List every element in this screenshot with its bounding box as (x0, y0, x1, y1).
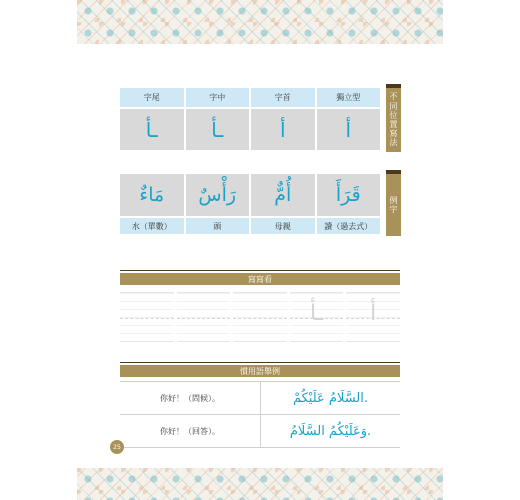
practice-cell (290, 292, 344, 342)
header-initial: 字首 (251, 88, 317, 107)
practice-cell (177, 292, 231, 342)
side-label-char: 例 (389, 195, 398, 205)
side-label-char: 置 (389, 120, 398, 129)
phrase-arabic: وَعَلَيْكُمُ السَّلَامُ. (289, 423, 372, 439)
practice-cell (233, 292, 287, 342)
phrases-title-bar: 慣用語舉例 (120, 365, 400, 377)
decorative-pattern-top (77, 0, 443, 44)
practice-grid (120, 292, 400, 342)
header-isolated: 獨立型 (317, 88, 381, 107)
practice-cell (346, 292, 400, 342)
example-word: مَاءٌ (120, 174, 186, 216)
header-final: 字尾 (120, 88, 186, 107)
form-isolated: أ (317, 107, 381, 150)
example-word: أُمٌّ (251, 174, 317, 216)
example-meaning: 頭 (186, 216, 252, 234)
page-number: 25 (110, 440, 124, 454)
practice-bar-line (120, 270, 400, 271)
trace-letter: أ (370, 301, 377, 326)
side-label-char: 位 (389, 110, 398, 120)
decorative-pattern-bottom (77, 468, 443, 500)
guide-line (177, 318, 231, 319)
example-meaning: 母親 (251, 216, 317, 234)
phrase-chinese: 你好！（回答）。 (160, 426, 220, 436)
form-initial: أ (251, 107, 317, 150)
form-medial: ـأ (186, 107, 252, 150)
side-tab-examples (386, 174, 401, 236)
side-label-char: 字 (389, 205, 398, 214)
meaning-row (120, 216, 380, 234)
example-word: رَأْسٌ (186, 174, 252, 216)
letter-forms-table (120, 88, 380, 150)
example-words-table (120, 174, 380, 234)
phrase-row (120, 415, 400, 448)
guide-line (120, 318, 174, 319)
example-word-row (120, 174, 380, 216)
position-header-row (120, 88, 380, 107)
side-tab-positions (386, 88, 401, 152)
practice-title-bar: 寫寫看 (120, 273, 400, 285)
side-label-char: 寫 (389, 129, 398, 139)
form-final: ـأ (120, 107, 186, 150)
side-label-char: 同 (389, 101, 398, 111)
side-label-char: 不 (389, 92, 398, 102)
header-medial: 字中 (186, 88, 252, 107)
phrase-chinese: 你好！（問候）。 (160, 393, 220, 403)
guide-line (233, 318, 287, 319)
practice-cell (120, 292, 174, 342)
trace-letter: ـأ (310, 301, 324, 326)
example-meaning: 水（單數） (120, 216, 186, 234)
phrases-table (120, 381, 400, 448)
letter-form-row (120, 107, 380, 150)
phrases-bar-line (120, 362, 400, 363)
phrase-row (120, 381, 400, 415)
example-word: قَرَأَ (317, 174, 381, 216)
side-label-char: 法 (389, 138, 398, 148)
phrase-arabic: السَّلَامُ عَلَيْكُمْ. (292, 390, 369, 406)
example-meaning: 讀（過去式） (317, 216, 381, 234)
